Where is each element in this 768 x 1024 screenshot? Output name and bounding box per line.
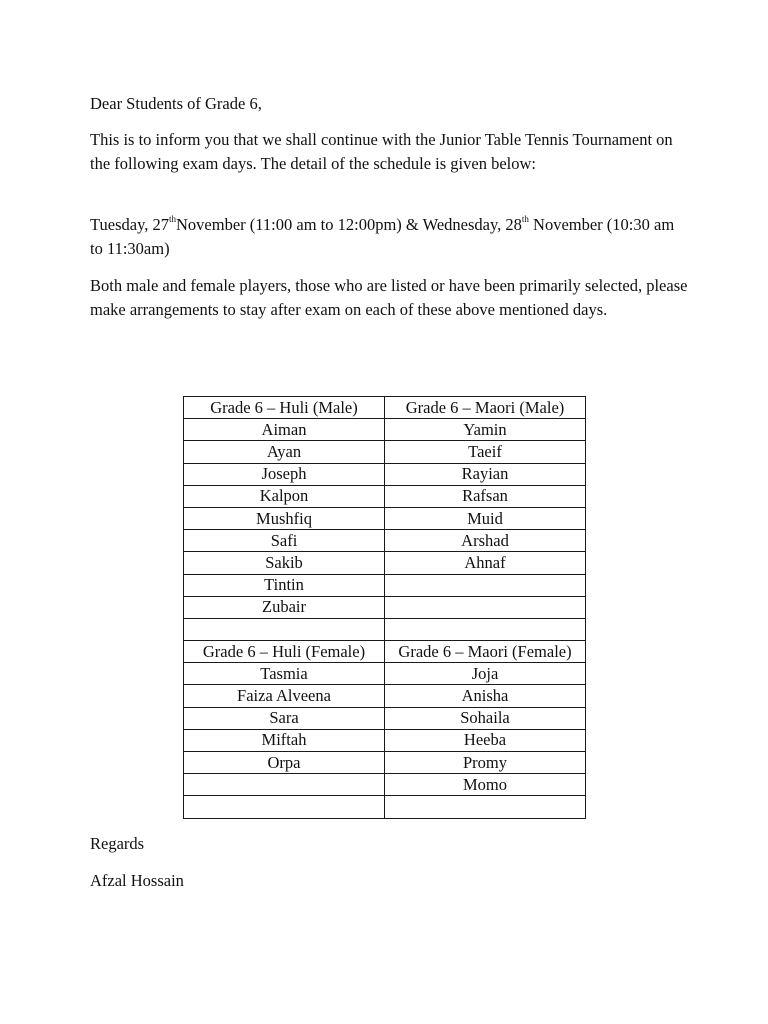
huli-cell: Faiza Alveena xyxy=(184,685,385,707)
schedule-day1-rest: November (11:00 am to 12:00pm) & Wednesday, 28 xyxy=(176,215,522,234)
huli-cell xyxy=(184,618,385,640)
maori-cell xyxy=(385,796,586,818)
maori-cell: Anisha xyxy=(385,685,586,707)
table-row xyxy=(184,707,586,729)
table-row xyxy=(184,530,586,552)
maori-cell: Joja xyxy=(385,663,586,685)
huli-cell: Mushfiq xyxy=(184,507,385,529)
huli-cell: Joseph xyxy=(184,463,385,485)
maori-cell: Sohaila xyxy=(385,707,586,729)
huli-cell: Sakib xyxy=(184,552,385,574)
greeting: Dear Students of Grade 6, xyxy=(90,94,262,113)
table-row xyxy=(184,796,586,818)
intro-paragraph: This is to inform you that we shall continue with the Junior Table Tennis Tournament on the following exam days. The detail of the schedule is given below: xyxy=(90,130,673,173)
players-paragraph: Both male and female players, those who are listed or have been primarily selected, please make arrangements to stay after exam on each of these above mentioned days. xyxy=(90,276,688,319)
table-row xyxy=(184,397,586,419)
signature: Afzal Hossain xyxy=(90,871,184,890)
huli-cell: Zubair xyxy=(184,596,385,618)
table-row xyxy=(184,574,586,596)
maori-cell: Rayian xyxy=(385,463,586,485)
maori-cell: Muid xyxy=(385,507,586,529)
table-row xyxy=(184,507,586,529)
schedule-day2-rest: November (10:30 am to 11:30am) xyxy=(90,215,675,258)
table-row xyxy=(184,685,586,707)
table-row xyxy=(184,419,586,441)
maori-cell: Rafsan xyxy=(385,485,586,507)
table-row xyxy=(184,641,586,663)
schedule-paragraph xyxy=(90,213,690,261)
player-roster-table xyxy=(183,396,586,819)
huli-cell: Sara xyxy=(184,707,385,729)
huli-cell: Tintin xyxy=(184,574,385,596)
table-row xyxy=(184,663,586,685)
huli-cell xyxy=(184,796,385,818)
huli-cell: Ayan xyxy=(184,441,385,463)
huli-cell: Kalpon xyxy=(184,485,385,507)
table-row xyxy=(184,552,586,574)
schedule-day1-suffix: th xyxy=(169,213,177,224)
schedule-day2-suffix: th xyxy=(521,213,529,224)
maori-cell xyxy=(385,574,586,596)
maori-cell: Momo xyxy=(385,774,586,796)
table-row xyxy=(184,752,586,774)
maori-cell: Arshad xyxy=(385,530,586,552)
huli-cell: Grade 6 – Huli (Male) xyxy=(184,397,385,419)
huli-cell: Miftah xyxy=(184,729,385,751)
maori-cell: Promy xyxy=(385,752,586,774)
huli-cell: Aiman xyxy=(184,419,385,441)
regards: Regards xyxy=(90,834,145,853)
maori-cell: Ahnaf xyxy=(385,552,586,574)
table-row xyxy=(184,774,586,796)
table-row xyxy=(184,729,586,751)
huli-cell: Safi xyxy=(184,530,385,552)
table-row xyxy=(184,618,586,640)
roster-body xyxy=(184,397,586,819)
huli-cell: Tasmia xyxy=(184,663,385,685)
table-row xyxy=(184,441,586,463)
maori-cell: Heeba xyxy=(385,729,586,751)
huli-cell xyxy=(184,774,385,796)
table-row xyxy=(184,463,586,485)
huli-cell: Grade 6 – Huli (Female) xyxy=(184,641,385,663)
maori-cell: Grade 6 – Maori (Male) xyxy=(385,397,586,419)
maori-cell: Taeif xyxy=(385,441,586,463)
table-row xyxy=(184,485,586,507)
maori-cell xyxy=(385,618,586,640)
table-row xyxy=(184,596,586,618)
maori-cell xyxy=(385,596,586,618)
maori-cell: Yamin xyxy=(385,419,586,441)
maori-cell: Grade 6 – Maori (Female) xyxy=(385,641,586,663)
huli-cell: Orpa xyxy=(184,752,385,774)
schedule-day1-prefix: Tuesday, 27 xyxy=(90,215,169,234)
